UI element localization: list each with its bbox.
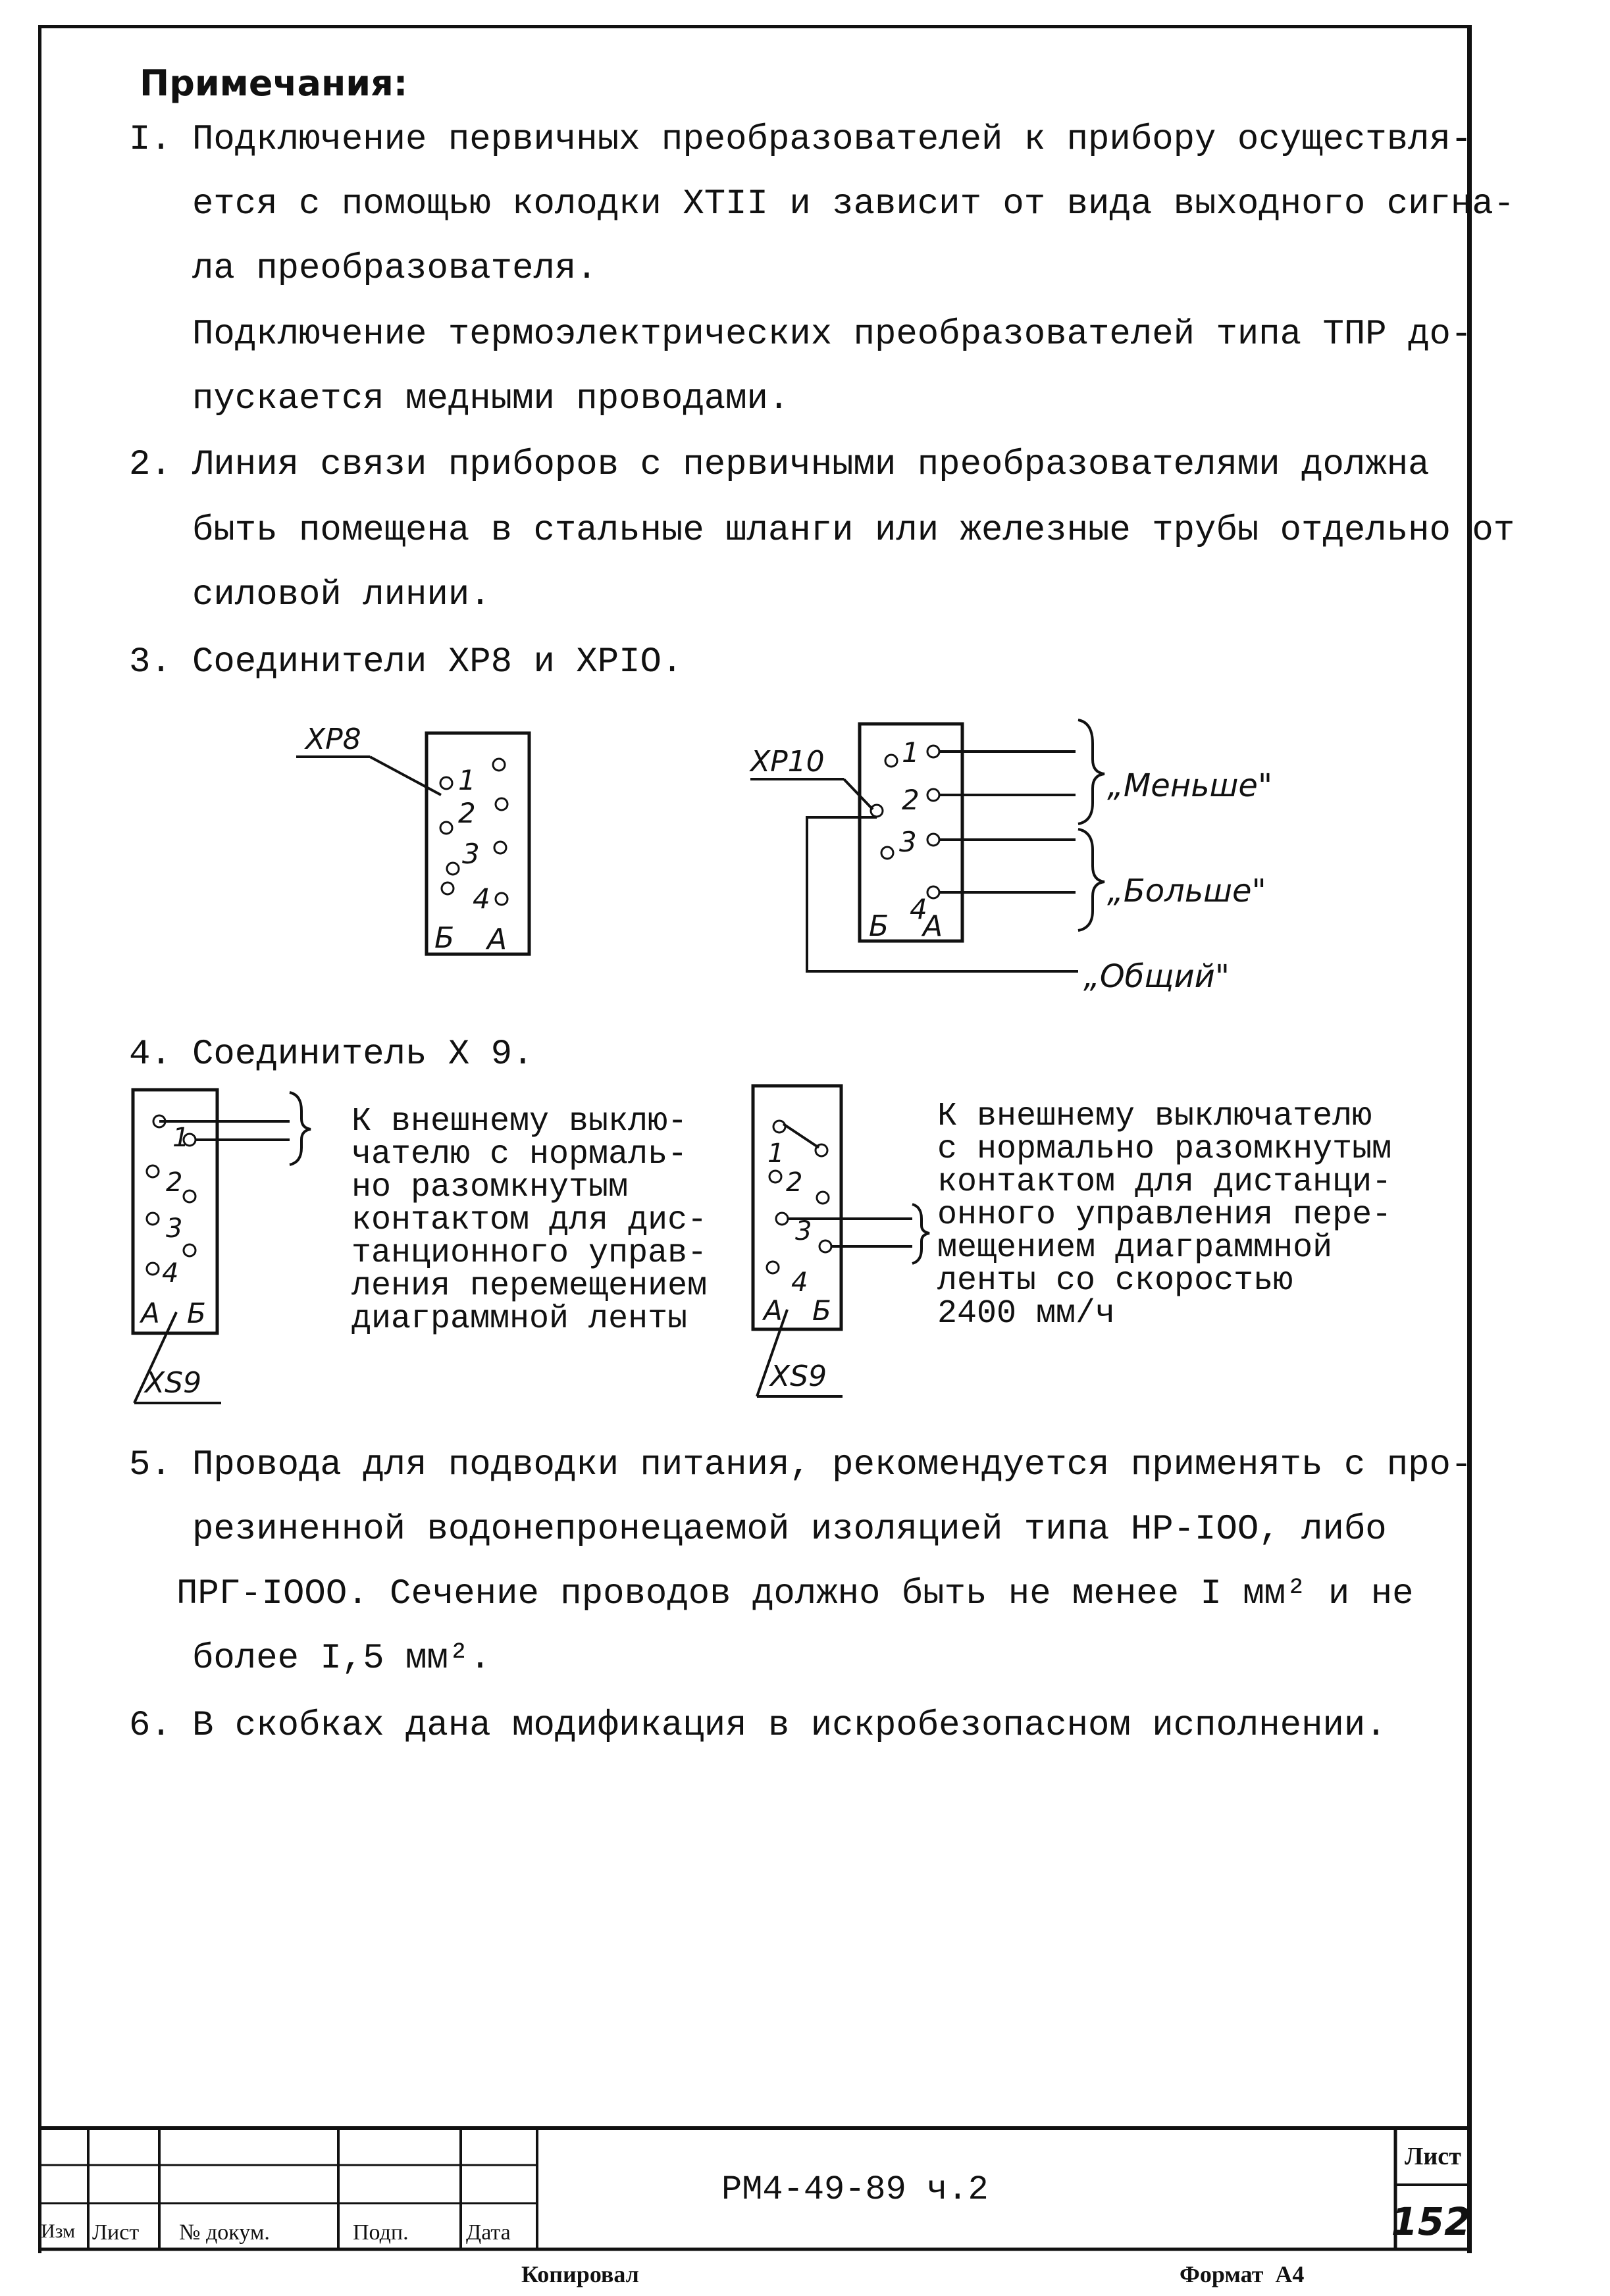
xp10-bottom-right: А [923, 909, 943, 943]
xs9r-pin-2: 2 [786, 1167, 803, 1198]
xp10-pin-3: 3 [899, 826, 917, 858]
note-line: Провода для подводки питания, рекомендуется применять с про- [192, 1445, 1472, 1485]
xp8-pin-1: 1 [458, 764, 476, 796]
xs9-right-description: К внешнему выключателю с нормально разомкнутым контактом для дистанци- онного управления пере- мещением диаграммной ленты со скоростью 2400 мм/ч [937, 1098, 1392, 1333]
xs9-left-description: К внешнему выклю- чателю с нормаль- но разомкнутым контактом для дис- танционного управ- ления перемещением диаграммной ленты [351, 1103, 708, 1338]
note-line: Соединитель Х 9. [192, 1034, 534, 1075]
note-line: ла преобразователя. [192, 249, 598, 289]
xp8-pin-2: 2 [458, 797, 476, 829]
xs9r-bottom-left: А [764, 1294, 783, 1327]
xp10-pin-1: 1 [902, 736, 920, 769]
note-number: I. [129, 120, 172, 160]
xs9l-bottom-left: А [141, 1297, 160, 1329]
xp8-bottom-right: А [487, 923, 507, 956]
stamp-col-doc: № докум. [179, 2220, 270, 2245]
xp8-pin-3: 3 [462, 838, 480, 870]
note-line: быть помещена в стальные шланги или железные трубы отдельно от [192, 511, 1515, 551]
xp10-label: ХР10 [750, 745, 825, 778]
xp10-pin-2: 2 [902, 784, 920, 816]
connector-xp10-diagram [744, 711, 1336, 1000]
xs9l-pin-4: 4 [162, 1258, 179, 1288]
xp10-pin-4: 4 [910, 893, 927, 925]
note-line: В скобках дана модификация в искробезопасном исполнении. [192, 1706, 1387, 1746]
xp10-group-larger: „Больше" [1107, 873, 1266, 909]
note-line: пускается медными проводами. [192, 379, 790, 419]
xs9r-pin-4: 4 [791, 1267, 808, 1298]
xs9r-pin-1: 1 [767, 1138, 785, 1169]
sheet-label: Лист [1405, 2143, 1461, 2170]
xp10-bottom-left: Б [869, 909, 889, 943]
connector-xs9-left-diagram [125, 1086, 342, 1415]
xs9l-pin-1: 1 [172, 1123, 190, 1153]
stamp-col-sign: Подп. [353, 2220, 409, 2245]
note-line: ется с помощью колодки ХТII и зависит от вида выходного сигна- [192, 184, 1515, 224]
xs9r-label: XS9 [770, 1360, 827, 1393]
note-line: резиненной водонепронецаемой изоляцией типа НР-IOO, либо [192, 1510, 1387, 1550]
xs9l-pin-2: 2 [166, 1167, 183, 1198]
xs9l-label: XS9 [145, 1366, 202, 1400]
notes-heading: Примечания: [140, 63, 408, 104]
note-line: Подключение первичных преобразователей к прибору осуществля- [192, 120, 1472, 160]
sheet-number: 152 [1391, 2199, 1471, 2244]
note-number: 3. [129, 642, 172, 682]
xs9r-bottom-right: Б [812, 1294, 831, 1327]
note-number: 4. [129, 1034, 172, 1075]
stamp-col-date: Дата [466, 2220, 511, 2245]
note-number: 2. [129, 445, 172, 485]
note-line: Линия связи приборов с первичными преобразователями должна [192, 445, 1430, 485]
footer-format: Формат А4 [1180, 2261, 1305, 2287]
note-number: 6. [129, 1706, 172, 1746]
note-line: более I,5 мм². [192, 1639, 491, 1679]
note-line: ПРГ-IOOO. Сечение проводов должно быть не менее I мм² и не [176, 1574, 1414, 1614]
connector-xp8-diagram [290, 717, 566, 967]
stamp-col-list: Лист [92, 2220, 140, 2245]
xp8-label: ХР8 [305, 723, 361, 756]
xp10-group-smaller: „Меньше" [1107, 767, 1273, 804]
xs9l-pin-3: 3 [166, 1213, 183, 1244]
connector-xs9-right-diagram [737, 1079, 954, 1408]
xp8-pin-4: 4 [473, 882, 490, 915]
xs9l-bottom-right: Б [187, 1297, 206, 1329]
note-line: силовой линии. [192, 575, 491, 615]
note-number: 5. [129, 1445, 172, 1485]
xp10-common: „Общий" [1083, 958, 1230, 995]
xs9r-pin-3: 3 [795, 1216, 812, 1246]
footer-copied: Копировал [521, 2261, 639, 2287]
note-line: Подключение термоэлектрических преобразователей типа ТПР до- [192, 315, 1472, 355]
note-line: Соединители ХР8 и ХРIO. [192, 642, 683, 682]
document-code: РМ4-49-89 ч.2 [721, 2170, 989, 2209]
xp8-bottom-left: Б [434, 921, 455, 955]
stamp-col-izm: Изм [41, 2220, 76, 2242]
